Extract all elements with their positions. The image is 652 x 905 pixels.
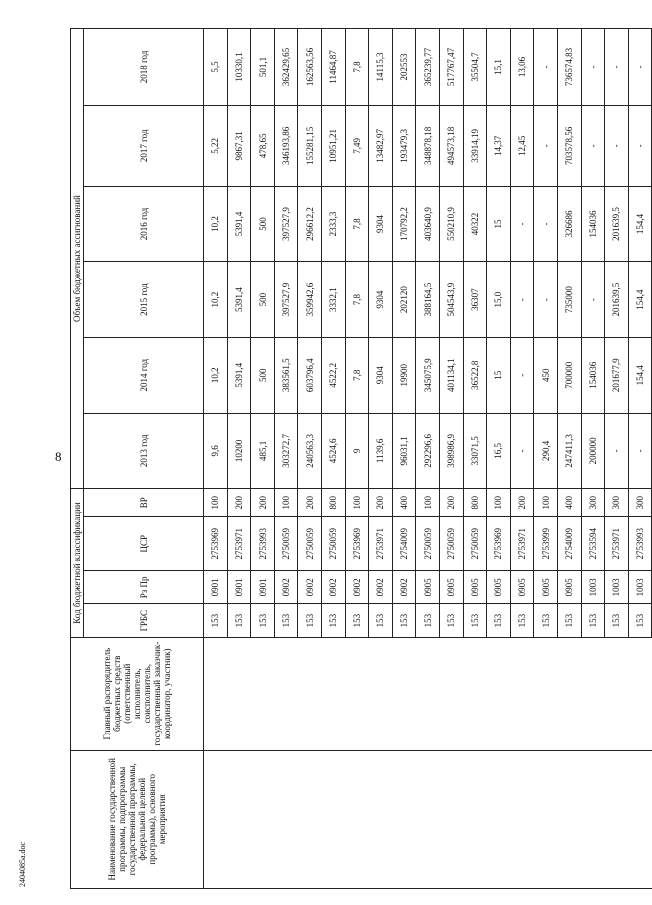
header-rzpr: Рз Пр [84, 571, 204, 604]
header-vr: ВР [84, 489, 204, 517]
amount-cell: 9 [345, 413, 369, 489]
responsible-cell [345, 637, 369, 750]
responsible-cell [487, 637, 511, 750]
amount-cell: 10951,21 [322, 105, 346, 186]
amount-cell: 10,2 [204, 337, 228, 413]
amount-cell: 326686 [557, 186, 581, 262]
amount-cell: 202120 [392, 262, 416, 338]
amount-cell: 2333,3 [322, 186, 346, 262]
amount-cell: 247411,3 [557, 413, 581, 489]
amount-cell: 15 [487, 186, 511, 262]
amount-cell: - [628, 105, 652, 186]
header-volume-group: Объем бюджетных ассигнований [71, 29, 84, 489]
amount-cell: 155281,15 [298, 105, 322, 186]
amount-cell: 1139,6 [369, 413, 393, 489]
table-row [298, 29, 322, 889]
grbs-cell: 153 [605, 604, 629, 637]
amount-cell: 517767,47 [440, 29, 464, 106]
grbs-cell: 153 [322, 604, 346, 637]
rzpr-cell: 0905 [487, 571, 511, 604]
grbs-cell: 153 [416, 604, 440, 637]
rzpr-cell: 0905 [557, 571, 581, 604]
amount-cell: 154,4 [628, 337, 652, 413]
responsible-cell [463, 637, 487, 750]
amount-cell: 201677,9 [605, 337, 629, 413]
header-year-2015: 2015 год [84, 262, 204, 338]
amount-cell: 5391,4 [227, 262, 251, 338]
grbs-cell: 153 [298, 604, 322, 637]
name-cell [204, 750, 228, 888]
rzpr-cell: 0905 [510, 571, 534, 604]
rzpr-cell: 0902 [392, 571, 416, 604]
responsible-cell [557, 637, 581, 750]
table-row [557, 29, 581, 889]
responsible-cell [628, 637, 652, 750]
amount-cell: - [605, 29, 629, 106]
amount-cell: 11464,87 [322, 29, 346, 106]
csr-cell: 2750059 [463, 517, 487, 571]
csr-cell: 2753594 [581, 517, 605, 571]
rzpr-cell: 0902 [369, 571, 393, 604]
amount-cell: 450 [534, 337, 558, 413]
amount-cell: 240563,3 [298, 413, 322, 489]
amount-cell: - [534, 29, 558, 106]
csr-cell: 2750059 [322, 517, 346, 571]
name-cell [369, 750, 393, 888]
amount-cell: 290,4 [534, 413, 558, 489]
amount-cell: - [628, 29, 652, 106]
grbs-cell: 153 [227, 604, 251, 637]
rotated-table-container [70, 28, 646, 889]
name-cell [628, 750, 652, 888]
vr-cell: 200 [298, 489, 322, 517]
amount-cell: 201639,5 [605, 186, 629, 262]
name-cell [534, 750, 558, 888]
amount-cell: 9867,31 [227, 105, 251, 186]
vr-cell: 100 [274, 489, 298, 517]
name-cell [416, 750, 440, 888]
responsible-cell [534, 637, 558, 750]
amount-cell: 9304 [369, 337, 393, 413]
table-row [510, 29, 534, 889]
vr-cell: 100 [345, 489, 369, 517]
amount-cell: 7,49 [345, 105, 369, 186]
csr-cell: 2753971 [605, 517, 629, 571]
vr-cell: 200 [227, 489, 251, 517]
amount-cell: 10,2 [204, 186, 228, 262]
amount-cell: - [510, 413, 534, 489]
header-name: Наименование государственной программы, подпрограммы государственной программы, федеральной целевой программы), основного мероприятия [71, 750, 204, 888]
grbs-cell: 153 [369, 604, 393, 637]
vr-cell: 300 [581, 489, 605, 517]
table-row [204, 29, 228, 889]
amount-cell: 365239,77 [416, 29, 440, 106]
grbs-cell: 153 [510, 604, 534, 637]
responsible-cell [510, 637, 534, 750]
amount-cell: - [534, 105, 558, 186]
amount-cell: 7,8 [345, 262, 369, 338]
responsible-cell [227, 637, 251, 750]
header-csr: ЦСР [84, 517, 204, 571]
vr-cell: 400 [557, 489, 581, 517]
rzpr-cell: 1003 [628, 571, 652, 604]
responsible-cell [605, 637, 629, 750]
amount-cell: 346193,86 [274, 105, 298, 186]
amount-cell: 5391,4 [227, 337, 251, 413]
amount-cell: - [510, 337, 534, 413]
name-cell [487, 750, 511, 888]
vr-cell: 300 [628, 489, 652, 517]
rzpr-cell: 0905 [463, 571, 487, 604]
rzpr-cell: 0905 [416, 571, 440, 604]
amount-cell: 96031,1 [392, 413, 416, 489]
amount-cell: 348878,18 [416, 105, 440, 186]
rzpr-cell: 0901 [251, 571, 275, 604]
vr-cell: 800 [463, 489, 487, 517]
name-cell [274, 750, 298, 888]
amount-cell: 397527,9 [274, 186, 298, 262]
amount-cell: 16,5 [487, 413, 511, 489]
table-row [605, 29, 629, 889]
responsible-cell [204, 637, 228, 750]
csr-cell: 2750059 [298, 517, 322, 571]
responsible-cell [369, 637, 393, 750]
grbs-cell: 153 [581, 604, 605, 637]
responsible-cell [322, 637, 346, 750]
amount-cell: 345075,9 [416, 337, 440, 413]
csr-cell: 2750059 [416, 517, 440, 571]
amount-cell: 735000 [557, 262, 581, 338]
amount-cell: 12,45 [510, 105, 534, 186]
table-row [416, 29, 440, 889]
rzpr-cell: 0905 [534, 571, 558, 604]
csr-cell: 2753993 [251, 517, 275, 571]
table-row [345, 29, 369, 889]
table-row [322, 29, 346, 889]
amount-cell: 7,8 [345, 337, 369, 413]
vr-cell: 100 [487, 489, 511, 517]
amount-cell: 9304 [369, 262, 393, 338]
vr-cell: 100 [534, 489, 558, 517]
table-row [463, 29, 487, 889]
header-year-2014: 2014 год [84, 337, 204, 413]
responsible-cell [251, 637, 275, 750]
vr-cell: 200 [440, 489, 464, 517]
amount-cell: 296612,2 [298, 186, 322, 262]
amount-cell: 200000 [581, 413, 605, 489]
amount-cell: 9304 [369, 186, 393, 262]
grbs-cell: 153 [463, 604, 487, 637]
amount-cell: 736574,83 [557, 29, 581, 106]
csr-cell: 2753969 [204, 517, 228, 571]
amount-cell: 19900 [392, 337, 416, 413]
table-row [581, 29, 605, 889]
amount-cell: 700000 [557, 337, 581, 413]
amount-cell: - [605, 413, 629, 489]
amount-cell: 154036 [581, 186, 605, 262]
amount-cell: 162563,56 [298, 29, 322, 106]
rzpr-cell: 0901 [204, 571, 228, 604]
table-row [227, 29, 251, 889]
header-year-2016: 2016 год [84, 186, 204, 262]
csr-cell: 2753971 [510, 517, 534, 571]
header-year-2017: 2017 год [84, 105, 204, 186]
responsible-cell [274, 637, 298, 750]
amount-cell: - [605, 105, 629, 186]
amount-cell: 33914,19 [463, 105, 487, 186]
amount-cell: 359942,6 [298, 262, 322, 338]
amount-cell: 500 [251, 337, 275, 413]
amount-cell: 500 [251, 186, 275, 262]
amount-cell: 703578,56 [557, 105, 581, 186]
rzpr-cell: 0902 [298, 571, 322, 604]
responsible-cell [298, 637, 322, 750]
header-code-group: Код бюджетной классификации [71, 489, 84, 638]
table-row [628, 29, 652, 889]
rzpr-cell: 0901 [227, 571, 251, 604]
amount-cell: 154,4 [628, 186, 652, 262]
amount-cell: 398986,9 [440, 413, 464, 489]
amount-cell: 13,06 [510, 29, 534, 106]
table-row [369, 29, 393, 889]
header-grbs: ГРБС [84, 604, 204, 637]
amount-cell: - [628, 413, 652, 489]
vr-cell: 200 [251, 489, 275, 517]
amount-cell: 494573,18 [440, 105, 464, 186]
rzpr-cell: 0902 [322, 571, 346, 604]
table-row [251, 29, 275, 889]
name-cell [322, 750, 346, 888]
amount-cell: - [534, 262, 558, 338]
name-cell [440, 750, 464, 888]
amount-cell: 201639,5 [605, 262, 629, 338]
amount-cell: 403640,9 [416, 186, 440, 262]
amount-cell: 36522,8 [463, 337, 487, 413]
amount-cell: 362429,65 [274, 29, 298, 106]
rzpr-cell: 0905 [440, 571, 464, 604]
vr-cell: 300 [605, 489, 629, 517]
amount-cell: 170792,2 [392, 186, 416, 262]
amount-cell: 154,4 [628, 262, 652, 338]
grbs-cell: 153 [534, 604, 558, 637]
amount-cell: 10,2 [204, 262, 228, 338]
responsible-cell [392, 637, 416, 750]
amount-cell: 14,37 [487, 105, 511, 186]
amount-cell: 5,5 [204, 29, 228, 106]
csr-cell: 2753969 [487, 517, 511, 571]
name-cell [557, 750, 581, 888]
amount-cell: 193479,3 [392, 105, 416, 186]
amount-cell: 397527,9 [274, 262, 298, 338]
header-responsible: Главный распорядитель бюджетных средств (ответственный исполнитель, соисполнитель, государственный заказчик-координатор, участник) [71, 637, 204, 750]
amount-cell: - [581, 262, 605, 338]
table-row [392, 29, 416, 889]
vr-cell: 100 [204, 489, 228, 517]
name-cell [463, 750, 487, 888]
grbs-cell: 153 [440, 604, 464, 637]
amount-cell: 202553 [392, 29, 416, 106]
grbs-cell: 153 [487, 604, 511, 637]
vr-cell: 100 [416, 489, 440, 517]
name-cell [251, 750, 275, 888]
amount-cell: 40322 [463, 186, 487, 262]
rzpr-cell: 1003 [605, 571, 629, 604]
amount-cell: 36307 [463, 262, 487, 338]
amount-cell: - [510, 262, 534, 338]
budget-table [70, 28, 652, 889]
amount-cell: 5391,4 [227, 186, 251, 262]
page-number: 8 [55, 449, 62, 464]
responsible-cell [416, 637, 440, 750]
amount-cell: 154036 [581, 337, 605, 413]
vr-cell: 200 [510, 489, 534, 517]
amount-cell: 10330,1 [227, 29, 251, 106]
grbs-cell: 153 [557, 604, 581, 637]
amount-cell: 10200 [227, 413, 251, 489]
amount-cell: 9,6 [204, 413, 228, 489]
amount-cell: 13482,97 [369, 105, 393, 186]
name-cell [605, 750, 629, 888]
csr-cell: 2750059 [274, 517, 298, 571]
amount-cell: 388164,5 [416, 262, 440, 338]
rzpr-cell: 1003 [581, 571, 605, 604]
header-year-2013: 2013 год [84, 413, 204, 489]
rzpr-cell: 0902 [345, 571, 369, 604]
name-cell [345, 750, 369, 888]
name-cell [227, 750, 251, 888]
vr-cell: 400 [392, 489, 416, 517]
amount-cell: 5,22 [204, 105, 228, 186]
amount-cell: - [581, 105, 605, 186]
csr-cell: 2753969 [345, 517, 369, 571]
table-row [534, 29, 558, 889]
vr-cell: 800 [322, 489, 346, 517]
csr-cell: 2750059 [440, 517, 464, 571]
csr-cell: 2754009 [392, 517, 416, 571]
name-cell [510, 750, 534, 888]
amount-cell: 4524,6 [322, 413, 346, 489]
grbs-cell: 153 [345, 604, 369, 637]
amount-cell: 485,1 [251, 413, 275, 489]
amount-cell: 7,8 [345, 29, 369, 106]
amount-cell: 14115,3 [369, 29, 393, 106]
name-cell [392, 750, 416, 888]
amount-cell: 478,65 [251, 105, 275, 186]
amount-cell: 292296,6 [416, 413, 440, 489]
table-row [487, 29, 511, 889]
header-year-2018: 2018 год [84, 29, 204, 106]
vr-cell: 200 [369, 489, 393, 517]
footer-filename: 2404085а.doc [18, 841, 28, 888]
table-row [440, 29, 464, 889]
amount-cell: 3332,1 [322, 262, 346, 338]
amount-cell: 504543,9 [440, 262, 464, 338]
amount-cell: 7,8 [345, 186, 369, 262]
amount-cell: - [581, 29, 605, 106]
table-row [274, 29, 298, 889]
amount-cell: - [534, 186, 558, 262]
amount-cell: 383561,5 [274, 337, 298, 413]
amount-cell: 35504,7 [463, 29, 487, 106]
amount-cell: 401134,1 [440, 337, 464, 413]
amount-cell: 500 [251, 262, 275, 338]
amount-cell: 501,1 [251, 29, 275, 106]
amount-cell: 550210,9 [440, 186, 464, 262]
amount-cell: 4522,2 [322, 337, 346, 413]
amount-cell: 303272,7 [274, 413, 298, 489]
name-cell [298, 750, 322, 888]
grbs-cell: 153 [628, 604, 652, 637]
amount-cell: 15 [487, 337, 511, 413]
amount-cell: 15,0 [487, 262, 511, 338]
csr-cell: 2753993 [628, 517, 652, 571]
grbs-cell: 153 [251, 604, 275, 637]
responsible-cell [581, 637, 605, 750]
grbs-cell: 153 [274, 604, 298, 637]
amount-cell: 33071,5 [463, 413, 487, 489]
amount-cell: 603796,4 [298, 337, 322, 413]
name-cell [581, 750, 605, 888]
responsible-cell [440, 637, 464, 750]
csr-cell: 2754009 [557, 517, 581, 571]
csr-cell: 2753999 [534, 517, 558, 571]
grbs-cell: 153 [392, 604, 416, 637]
csr-cell: 2753971 [227, 517, 251, 571]
csr-cell: 2753971 [369, 517, 393, 571]
rzpr-cell: 0902 [274, 571, 298, 604]
grbs-cell: 153 [204, 604, 228, 637]
amount-cell: 15,1 [487, 29, 511, 106]
amount-cell: - [510, 186, 534, 262]
